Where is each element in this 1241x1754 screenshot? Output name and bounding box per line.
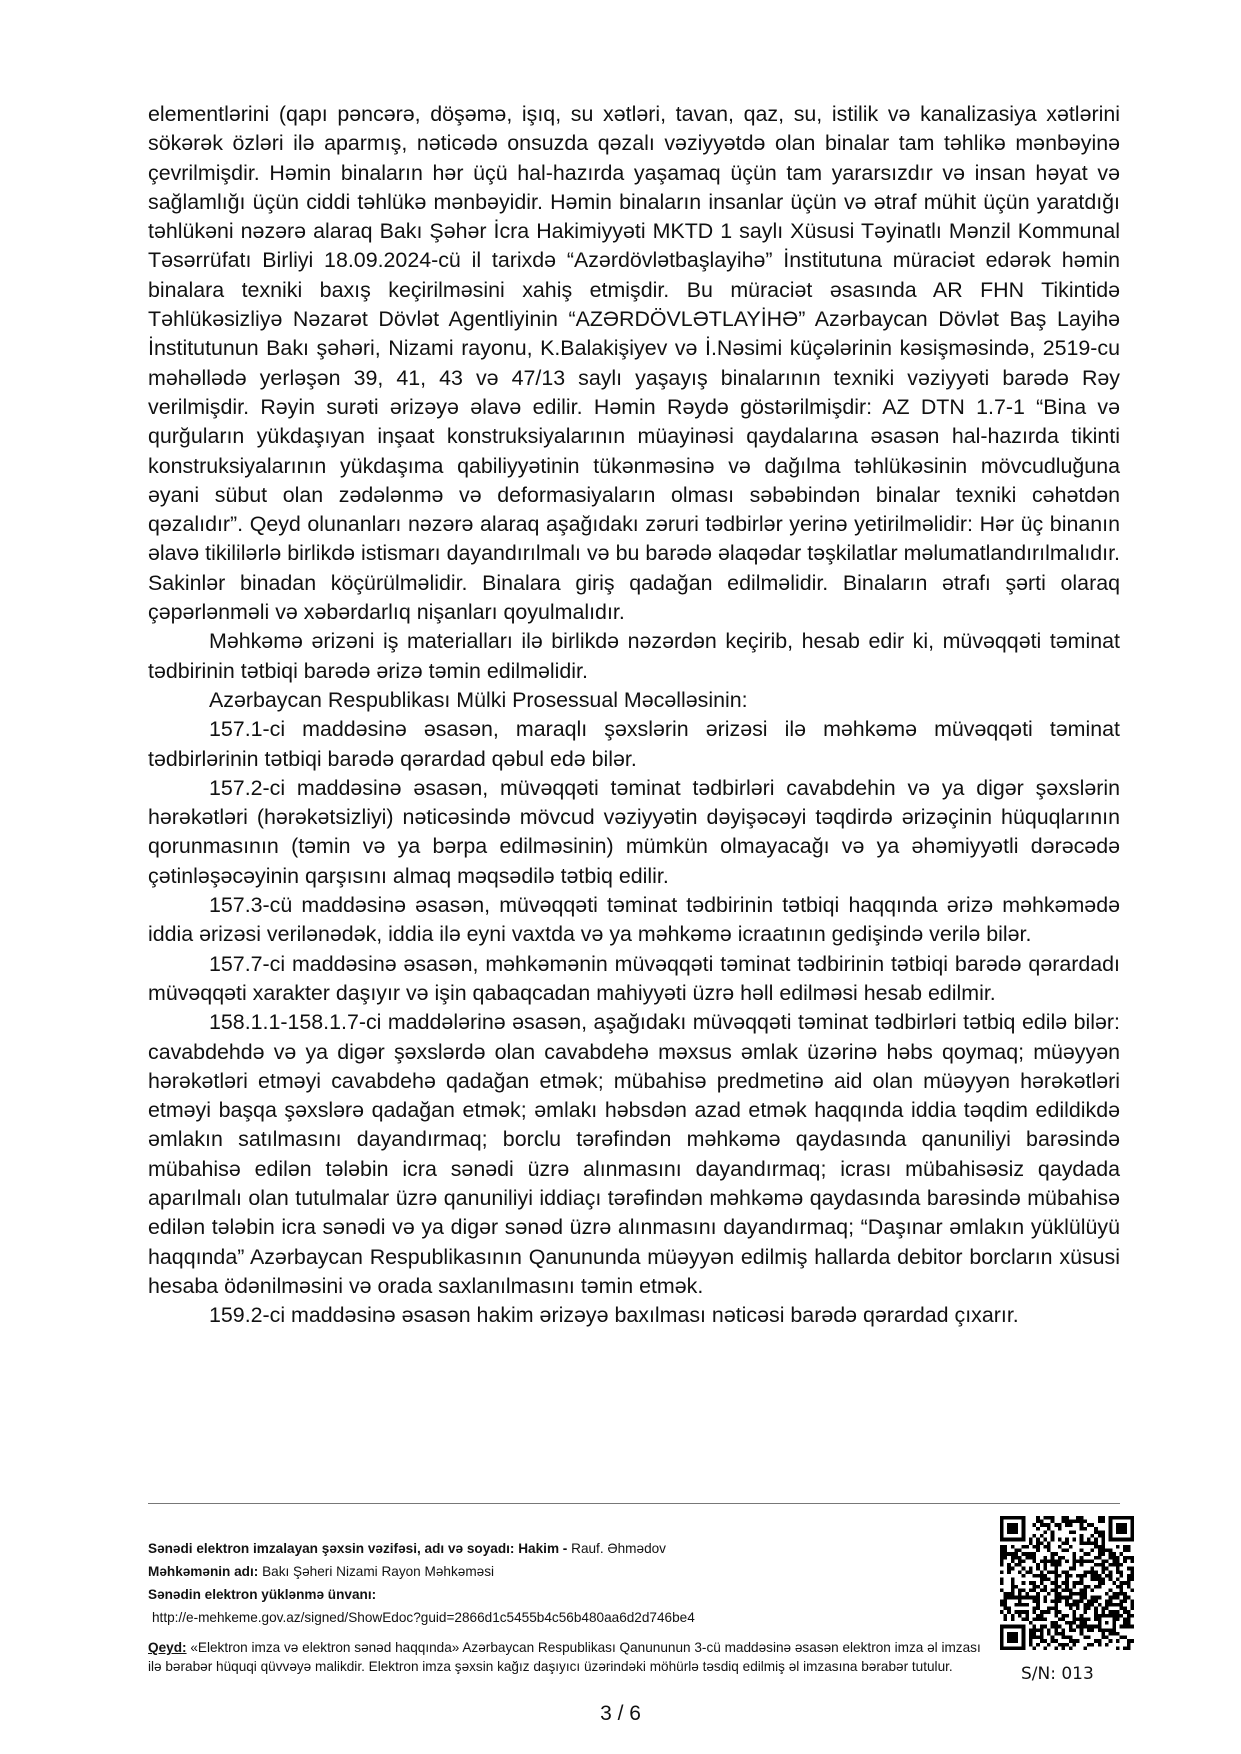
signature-block xyxy=(148,1537,868,1629)
paragraph: 157.2-ci maddəsinə əsasən, müvəqqəti təminat tədbirləri cavabdehin və ya digər şəxslərin hərəkətləri (hərəkətsizliyi) nəticəsində mövcud vəziyyətin dəyişəcəyi təqdirdə ərizəçinin hüquqlarının qorunmasının (təmin və ya bərpa edilməsinin) mümkün olmayacağı və ya əhəmiyyətli dərəcədə çətinləşəcəyinin qarşısını almaq məqsədilə tətbiq edilir. xyxy=(148,775,1120,888)
serial-number: S/N: 013 xyxy=(1021,1664,1094,1684)
court-row xyxy=(148,1560,868,1583)
address-label: Sənədin elektron yüklənmə ünvanı: xyxy=(148,1587,377,1602)
paragraph: 157.1-ci maddəsinə əsasən, maraqlı şəxslərin ərizəsi ilə məhkəmə müvəqqəti təminat tədbirlərinin tətbiqi barədə qərardad qəbul edə bilər. xyxy=(148,717,1120,771)
note-label: Qeyd: xyxy=(148,1640,187,1655)
document-body xyxy=(148,100,1120,1330)
footer-divider xyxy=(148,1503,1120,1504)
qr-code-icon xyxy=(1000,1516,1134,1650)
paragraph: 159.2-ci maddəsinə əsasən hakim ərizəyə baxılması nəticəsi barədə qərardad çıxarır. xyxy=(209,1303,1019,1328)
paragraph: 158.1.1-158.1.7-ci maddələrinə əsasən, aşağıdakı müvəqqəti təminat tədbirləri tətbiq edilə bilər: cavabdehdə və ya digər şəxslərdə olan cavabdehə məxsus əmlak üzərinə həbs qoymaq; müəyyən hərəkətləri etməyi cavabdehə qadağan etmək; mübahisə predmetinə aid olan müəyyən hərəkətləri etməyi başqa şəxslərə qadağan etmək; əmlakı həbsdən azad etmək haqqında iddia təqdim edildikdə əmlakın satılmasını dayandırmaq; borclu tərəfindən məhkəmə qaydasında qanuniliyi barəsində mübahisə edilən tələbin icra sənədi üzrə alınmasını dayandırmaq; icrası mübahisəsiz qaydada aparılmalı olan tutulmalar üzrə qanuniliyi iddiaçı tərəfindən məhkəmə qaydasında barəsində mübahisə edilən tələbin icra sənədi və ya digər sənəd üzrə alınmasını dayandırmaq; “Daşınar əmlakın yüklülüyü haqqında” Azərbaycan Respublikasının Qanununda müəyyən edilmiş hallarda debitor borcların xüsusi hesaba ödənilməsini və orada saxlanılmasını təmin etmək. xyxy=(148,1010,1120,1298)
paragraph: elementlərini (qapı pəncərə, döşəmə, işıq, su xətləri, tavan, qaz, su, istilik və kanalizasiya xətlərini sökərək özləri ilə aparmış, nəticədə onsuzda qəzalı vəziyyətdə olan binalar tam təhlikə mənbəyinə çevrilmişdir. Həmin binaların hər üçü hal-hazırda yaşamaq üçün tam yararsızdır və insan həyat və sağlamlığı üçün ciddi təhlükə mənbəyidir. Həmin binaların insanlar üçün və ətraf mühit üçün yaratdığı təhlükəni nəzərə alaraq Bakı Şəhər İcra Hakimiyyəti MKTD 1 saylı Xüsusi Təyinatlı Mənzil Kommunal Təsərrüfatı Birliyi 18.09.2024-cü il tarixdə “Azərdövlətbaşlayihə” İnstitutuna müraciət edərək həmin binalara texniki baxış keçirilməsini xahiş etmişdir. Bu müraciət əsasında AR FHN Tikintidə Təhlükəsizliyə Nəzarət Dövlət Agentliyinin “AZƏRDÖVLƏTLAYİHƏ” Azərbaycan Dövlət Baş Layihə İnstitutunun Bakı şəhəri, Nizami rayonu, K.Balakişiyev və İ.Nəsimi küçələrinin kəsişməsində, 2519-cu məhəllədə yerləşən 39, 41, 43 və 47/13 saylı yaşayış binalarının texniki vəziyyəti barədə Rəy verilmişdir. Rəyin surəti ərizəyə əlavə edilir. Həmin Rəydə göstərilmişdir: AZ DTN 1.7-1 “Bina və qurğuların yükdaşıyan inşaat konstruksiyalarının müayinəsi qaydalarına əsasən hal-hazırda tikinti konstruksiyalarının yükdaşıma qabiliyyətinin tükənməsinə və dağılma təhlükəsinin mövcudluğuna əyani sübut olan zədələnmə və deformasiyaların olması səbəbindən binalar texniki cəhətdən qəzalıdır”. Qeyd olunanları nəzərə alaraq aşağıdakı zəruri tədbirlər yerinə yetirilməlidir: Hər üç binanın əlavə tikililərlə birlikdə istismarı dayandırılmalı və bu barədə əlaqədar təşkilatlar məlumatlandırılmalıdır. Sakinlər binadan köçürülməlidir. Binalara giriş qadağan edilməlidir. Binaların ətrafı şərti olaraq çəpərlənməli və xəbərdarlıq nişanları qoyulmalıdır. xyxy=(148,102,1120,625)
address-row xyxy=(148,1583,868,1606)
signer-row xyxy=(148,1537,868,1560)
document-url[interactable]: http://e-mehkeme.gov.az/signed/ShowEdoc?guid=2866d1c5455b4c56b480aa6d2d746be4 xyxy=(152,1610,695,1625)
note-text: «Elektron imza və elektron sənəd haqqında» Azərbaycan Respublikası Qanununun 3-cü maddəsinə əsasən elektron imza əl imzası ilə bərabər hüquqi qüvvəyə malikdir. Elektron imza şəxsin kağız daşıyıcı üzərindəki möhürlə təsdiq edilmiş əl imzasına bərabər tutulur. xyxy=(148,1640,981,1675)
signer-label: Sənədi elektron imzalayan şəxsin vəzifəsi, adı və soyadı: xyxy=(148,1541,515,1556)
paragraph: 157.3-cü maddəsinə əsasən, müvəqqəti təminat tədbirinin tətbiqi haqqında ərizə məhkəmədə iddia ərizəsi verilənədək, iddia ilə eyni vaxtda və ya məhkəmə icraatının gedişində verilə bilər. xyxy=(148,893,1120,947)
page-number: 3 / 6 xyxy=(600,1702,641,1725)
paragraph: 157.7-ci maddəsinə əsasən, məhkəmənin müvəqqəti təminat tədbirinin tətbiqi barədə qərardadı müvəqqəti xarakter daşıyır və işin qabaqcadan mahiyyəti üzrə həll edilməsi hesab edilmir. xyxy=(148,951,1120,1005)
legal-note xyxy=(148,1638,998,1676)
court-label: Məhkəmənin adı: xyxy=(148,1564,259,1579)
paragraph: Məhkəmə ərizəni iş materialları ilə birlikdə nəzərdən keçirib, hesab edir ki, müvəqqəti təminat tədbirinin tətbiqi barədə ərizə təmin edilməlidir. xyxy=(148,629,1120,683)
signer-name: Rauf. Əhmədov xyxy=(571,1541,666,1556)
signer-position: Hakim - xyxy=(518,1541,568,1556)
paragraph: Azərbaycan Respublikası Mülki Prosessual Məcəlləsinin: xyxy=(209,687,748,712)
court-name: Bakı Şəheri Nizami Rayon Məhkəməsi xyxy=(262,1564,495,1579)
